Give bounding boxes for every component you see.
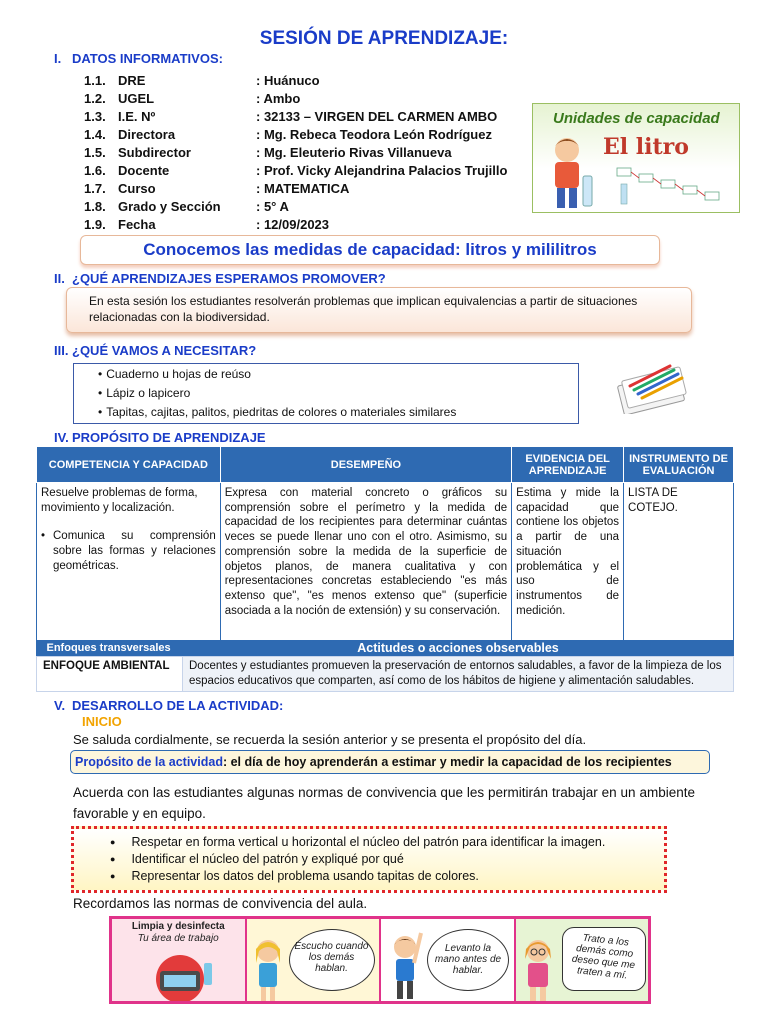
info-row: 1.2. UGEL : Ambo [84,90,301,106]
school-supplies-icon [612,356,694,414]
girl-with-glasses-icon [520,935,556,1001]
info-row: 1.4. Directora : Mg. Rebeca Teodora León Rodríguez [84,126,492,142]
competencia-cell: Resuelve problemas de forma, movimiento y localización. • Comunica su comprensión sobre las formas y relaciones geométricas. [37,483,221,671]
info-list [84,71,507,233]
list-item: • Tapitas, cajitas, palitos, piedritas de colores o materiales similares [98,403,554,422]
list-item: • Lápiz o lapicero [98,384,554,403]
child-illustration-icon [539,132,599,212]
capacity-units-image: Unidades de capacidad El litro [532,103,740,213]
norms-box [71,826,667,893]
section-heading-desarrollo: V. DESARROLLO DE LA ACTIVIDAD: [54,698,284,713]
enfoque-text-cell: Docentes y estudiantes promueven la preservación de entornos saludables, a favor de la limpieza de los espacios educativos que comparten, así como de los hábitos de higiene y alimentación saludables. [183,656,734,691]
section-heading-proposito: IV. PROPÓSITO DE APRENDIZAJE [54,430,266,445]
rule-panel: Limpia y desinfecta Tu área de trabajo [112,919,247,1001]
girl-icon [251,937,285,1001]
table-header: Actitudes o acciones observables [183,640,734,656]
boy-raising-hand-icon [387,929,425,1001]
list-item: ● Respetar en forma vertical u horizontal el núcleo del patrón para identificar la imagen. [110,834,664,851]
instrumento-cell: LISTA DE COTEJO. [624,483,734,671]
inicio-heading: INICIO [82,714,122,729]
paragraph: Acuerda con las estudiantes algunas normas de convivencia que les permitirán trabajar en un ambiente favorable y en equipo. [73,785,695,821]
enfoques-table [36,640,734,692]
activity-purpose-box: Propósito de la actividad: el día de hoy aprenderán a estimar y medir la capacidad de los recipientes [70,750,710,774]
table-header: DESEMPEÑO [220,447,511,483]
materials-list [73,363,579,424]
paragraph: Se saluda cordialmente, se recuerda la sesión anterior y se presenta el propósito del día. [73,732,587,747]
table-header: INSTRUMENTO DE EVALUACIÓN [624,447,734,483]
info-row: 1.5. Subdirector : Mg. Eleuterio Rivas Villanueva [84,144,452,160]
measurement-scheme-icon [613,164,733,210]
info-row: 1.3. I.E. Nº : 32133 – VIRGEN DEL CARMEN AMBO [84,108,498,124]
table-header: COMPETENCIA Y CAPACIDAD [37,447,221,483]
desempeno-cell: Expresa con material concreto o gráficos su comprensión sobre el perímetro y la medida de capacidad de los recipientes para determinar cuántas veces se puede llenar uno con el otro. Asimismo, su comprensión sobre la medida de la superficie de objetos planos, de manera cualitativa y con representaciones concretas estableciendo "es más extenso que", "es menos extenso que" (superficie asociada a la noción de extensión) y su conservación. [220,483,511,671]
section-heading-necesitar: III. ¿QUÉ VAMOS A NECESITAR? [54,343,257,358]
session-subject-banner: Conocemos las medidas de capacidad: litros y mililitros [80,235,660,265]
info-row: 1.7. Curso : MATEMATICA [84,180,350,196]
clean-desk-icon [130,949,230,1001]
session-description-callout: En esta sesión los estudiantes resolverán problemas que implican equivalencias a partir de situaciones relacionadas con la biodiversidad. [66,287,692,333]
list-item: ● Representar los datos del problema usando tapitas de colores. [110,868,664,885]
enfoque-key-cell: ENFOQUE AMBIENTAL [37,656,183,691]
paragraph: Recordamos las normas de convivencia del aula. [73,896,368,911]
section-heading-datos: I. DATOS INFORMATIVOS: [54,51,223,66]
rule-panel: Trato a los demás como deseo que me traten a mí. [516,919,649,1001]
list-item: • Cuaderno u hojas de reúso [98,365,554,384]
list-item: ● Identificar el núcleo del patrón y expliqué por qué [110,851,664,868]
section-heading-aprendizajes: II. ¿QUÉ APRENDIZAJES ESPERAMOS PROMOVER? [54,271,386,286]
table-row [37,656,734,691]
info-row: 1.8. Grado y Sección : 5° A [84,198,289,214]
classroom-rules-strip [109,916,651,1004]
rule-panel: Levanto la mano antes de hablar. [381,919,516,1001]
info-row: 1.6. Docente : Prof. Vicky Alejandrina Palacios Trujillo [84,162,508,178]
rule-panel: Escucho cuando los demás hablan. [247,919,382,1001]
learning-purpose-table [36,446,734,671]
table-header: EVIDENCIA DEL APRENDIZAJE [512,447,624,483]
evidencia-cell: Estima y mide la capacidad que contiene los objetos a partir de una situación problemática y el uso de instrumentos de medición. [512,483,624,671]
info-row: 1.1. DRE : Huánuco [84,72,320,88]
info-row: 1.9. Fecha : 12/09/2023 [84,216,330,232]
page-title: SESIÓN DE APRENDIZAJE: [259,28,509,49]
table-header: Enfoques transversales [37,640,183,656]
